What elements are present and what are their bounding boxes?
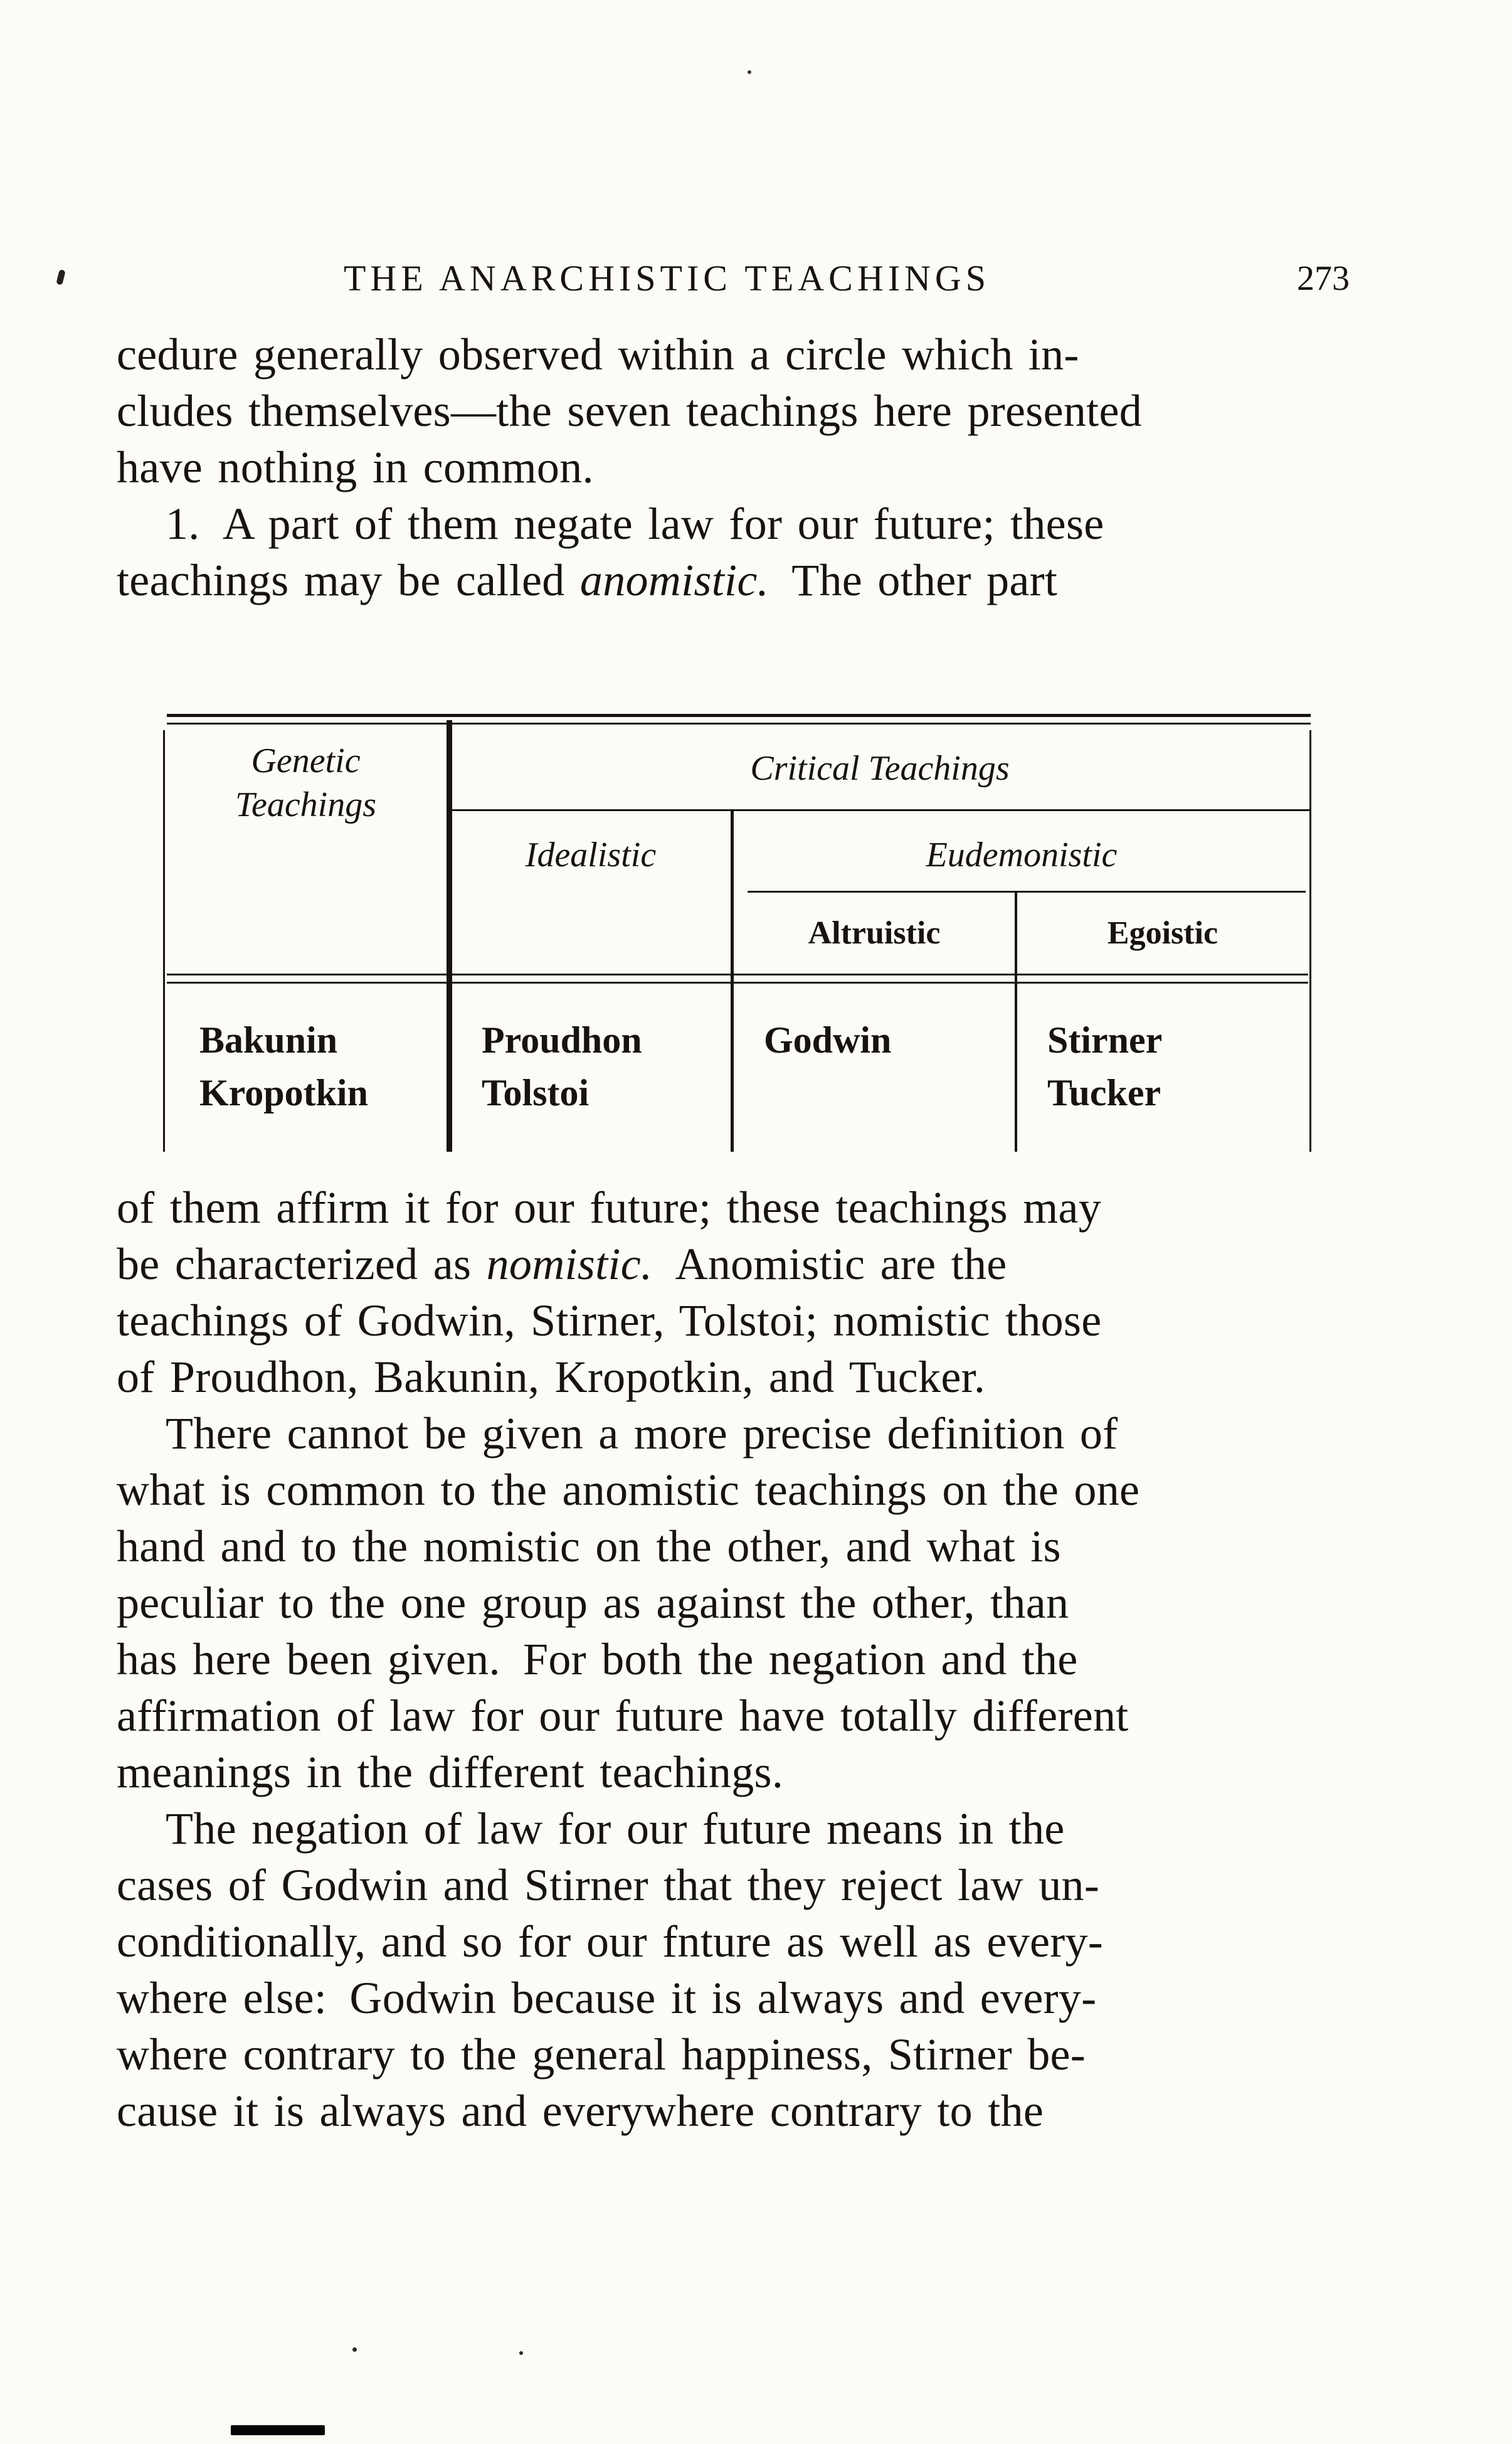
critical-teachings-underline	[450, 809, 1309, 811]
paragraph-5: The negation of law for our future means in the cases of Godwin and Stirner that they reject law un- conditionally, and so for our fnture as well as every- where else: Godwin because it is always and every- where contrary to the general happiness, Stirner be- cause it is always and everywhere contrary to the	[117, 1804, 1104, 2136]
critical-teachings-header: Critical Teachings	[750, 749, 1010, 788]
altruistic-names-cell: Godwin	[764, 1019, 892, 1061]
teachings-table	[163, 714, 1312, 1153]
idealistic-header: Idealistic	[525, 836, 657, 874]
idealistic-names-cell: Proudhon Tolstoi	[482, 1019, 642, 1113]
scan-artifact-bottom-edge	[231, 2425, 325, 2435]
paragraph-3-text-a: of them affirm it for our future; these teachings may be characterized as	[117, 1182, 1102, 1289]
paragraph-2-text-a: 1. A part of them negate law for our future; these teachings may be called	[117, 499, 1104, 605]
table-top-rule-outer	[167, 714, 1311, 717]
page-number: 273	[1297, 259, 1350, 298]
paragraph-2-text-b: The other part	[768, 555, 1058, 605]
egoistic-names-cell: Stirner Tucker	[1047, 1019, 1163, 1113]
body-text-upper	[117, 326, 1409, 608]
eudemonistic-header: Eudemonistic	[926, 836, 1118, 874]
scan-speck-left-margin	[56, 269, 66, 285]
body-text-lower	[117, 1179, 1409, 2139]
scan-speck-bottom-1	[352, 2347, 357, 2352]
scan-speck-bottom-2	[519, 2351, 523, 2355]
table-left-border	[163, 730, 165, 1152]
paragraph-2-italic: anomistic.	[579, 555, 769, 605]
egoistic-header: Egoistic	[1107, 915, 1219, 951]
data-row-rule-outer	[167, 974, 1308, 975]
paragraph-1: cedure generally observed within a circle which in- cludes themselves—the seven teachings here presented have nothing in common.	[117, 329, 1143, 492]
paragraph-2	[117, 496, 1409, 608]
eudemonistic-underline	[748, 891, 1306, 893]
table-right-border	[1309, 730, 1311, 1152]
genetic-names-cell: Bakunin Kropotkin	[199, 1019, 368, 1113]
genetic-teachings-header: Genetic Teachings	[235, 741, 377, 824]
paragraph-3	[117, 1179, 1409, 1405]
table-top-rule-inner	[167, 723, 1311, 725]
paragraph-3-text-b: Anomistic are the teachings of Godwin, Stirner, Tolstoi; nomistic those of Proudhon, Bakunin, Kropotkin, and Tucker.	[117, 1239, 1102, 1402]
paragraph-3-italic: nomistic.	[486, 1239, 653, 1289]
scan-speck-top	[748, 70, 751, 74]
paragraph-4: There cannot be given a more precise definition of what is common to the anomistic teachings on the one hand and to the nomistic on the other, and what is peculiar to the one group as against the other, than has here been given. For both the negation and the affirmation of law for our future have totally different meanings in the different teachings.	[117, 1408, 1140, 1797]
data-row-rule-inner	[167, 982, 1308, 984]
altruistic-header: Altruistic	[808, 915, 941, 951]
running-title: THE ANARCHISTIC TEACHINGS	[344, 258, 991, 299]
